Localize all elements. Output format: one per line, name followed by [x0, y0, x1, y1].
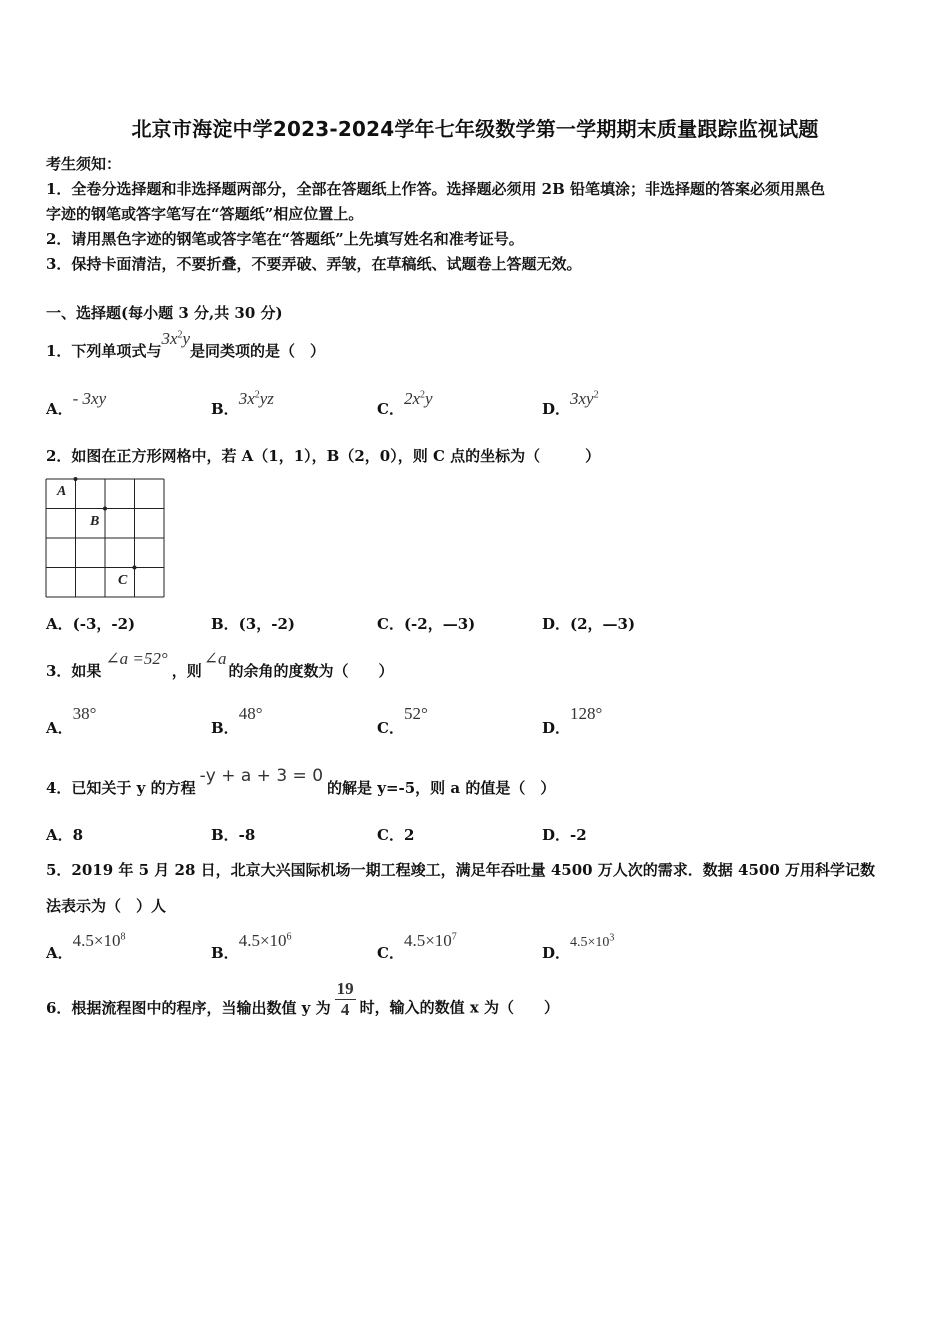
q4-option-d[interactable]: D．-2: [542, 826, 587, 844]
label-c: C: [118, 573, 128, 588]
point-a: [74, 477, 78, 481]
q2-option-c[interactable]: C．(-2，—3): [377, 615, 476, 633]
q4-stem: 4．已知关于 y 的方程-y + a + 3 = 0的解是 y=-5，则 a 的值是（ ）: [46, 766, 556, 797]
q3-angle-expression: ∠a =52°: [105, 649, 168, 668]
notice-line-3: 3．保持卡面清洁，不要折叠，不要弄破、弄皱，在草稿纸、试题卷上答题无效。: [46, 255, 582, 273]
q4-option-c[interactable]: C．2: [377, 826, 415, 844]
q5-option-d[interactable]: D．$4.5\times 10^3$: [542, 932, 615, 962]
q1-option-d[interactable]: D．$3xy^2$: [542, 389, 599, 418]
q4-equation: -y + a + 3 = 0: [199, 766, 324, 786]
q3-stem: 3．如果∠a =52°，则∠a的余角的度数为（ ）: [46, 649, 394, 680]
q1-option-c[interactable]: C．$2x^2y$: [377, 389, 433, 418]
notice-line-1b: 字迹的钢笔或答字笔写在“答题纸”相应位置上。: [46, 205, 364, 223]
q2-option-a[interactable]: A．(-3，-2): [46, 615, 136, 633]
q3-option-b[interactable]: B．48°: [211, 704, 263, 737]
q5-option-a[interactable]: A．$4.5\times 10^8$: [46, 931, 126, 962]
point-b: [103, 507, 107, 511]
q3-option-a[interactable]: A．38°: [46, 704, 97, 737]
q1-option-a[interactable]: A．- 3xy: [46, 389, 107, 418]
q2-option-b[interactable]: B．(3，-2): [211, 615, 295, 633]
q5-option-b[interactable]: B．$4.5\times 10^6$: [211, 931, 292, 962]
q1-prefix: 1．下列单项式与: [46, 342, 162, 360]
q1-suffix: 是同类项的是（ ）: [190, 342, 326, 360]
point-c: [133, 566, 137, 570]
label-a: A: [57, 484, 67, 499]
q3-option-d[interactable]: D．128°: [542, 704, 603, 737]
q5-stem-line-2: 法表示为（ ）人: [46, 897, 167, 915]
q1-option-b[interactable]: B．$3x^2yz$: [211, 389, 274, 418]
q4-option-b[interactable]: B．-8: [211, 826, 256, 844]
q6-fraction: $\frac{19}{4}$: [336, 979, 354, 1019]
notice-line-2: 2．请用黑色字迹的钢笔或答字笔在“答题纸”上先填写姓名和准考证号。: [46, 230, 524, 248]
q6-stem: 6．根据流程图中的程序，当输出数值 y 为 $\frac{19}{4}$ 时，输入的数值 x 为（ ）: [46, 979, 559, 1019]
q2-grid-figure: [44, 477, 168, 599]
q3-angle: ∠a: [203, 649, 227, 668]
notice-line-1a: 1．全卷分选择题和非选择题两部分，全部在答题纸上作答。选择题必须用 2B 铅笔填涂；非选择题的答案必须用黑色: [46, 180, 826, 198]
section-heading: 一、选择题(每小题 3 分,共 30 分): [46, 304, 283, 322]
q1-expression: $3x^2y$: [161, 329, 191, 348]
label-b: B: [90, 514, 100, 529]
q5-option-c[interactable]: C．$4.5\times 10^7$: [377, 931, 457, 962]
q3-option-c[interactable]: C．52°: [377, 704, 428, 737]
page-title: 北京市海淀中学2023-2024学年七年级数学第一学期期末质量跟踪监视试题: [131, 117, 819, 141]
q5-stem-line-1: 5．2019 年 5 月 28 日，北京大兴国际机场一期工程竣工，满足年吞吐量 4500 万人次的需求．数据 4500 万用科学记数: [46, 861, 875, 879]
q1-stem: [46, 329, 326, 361]
q2-stem: 2．如图在正方形网格中，若 A（1，1），B（2，0），则 C 点的坐标为（ ）: [46, 447, 601, 465]
q2-option-d[interactable]: D．(2，—3): [542, 615, 636, 633]
notice-heading: 考生须知：: [46, 155, 122, 173]
q4-option-a[interactable]: A．8: [46, 826, 84, 844]
